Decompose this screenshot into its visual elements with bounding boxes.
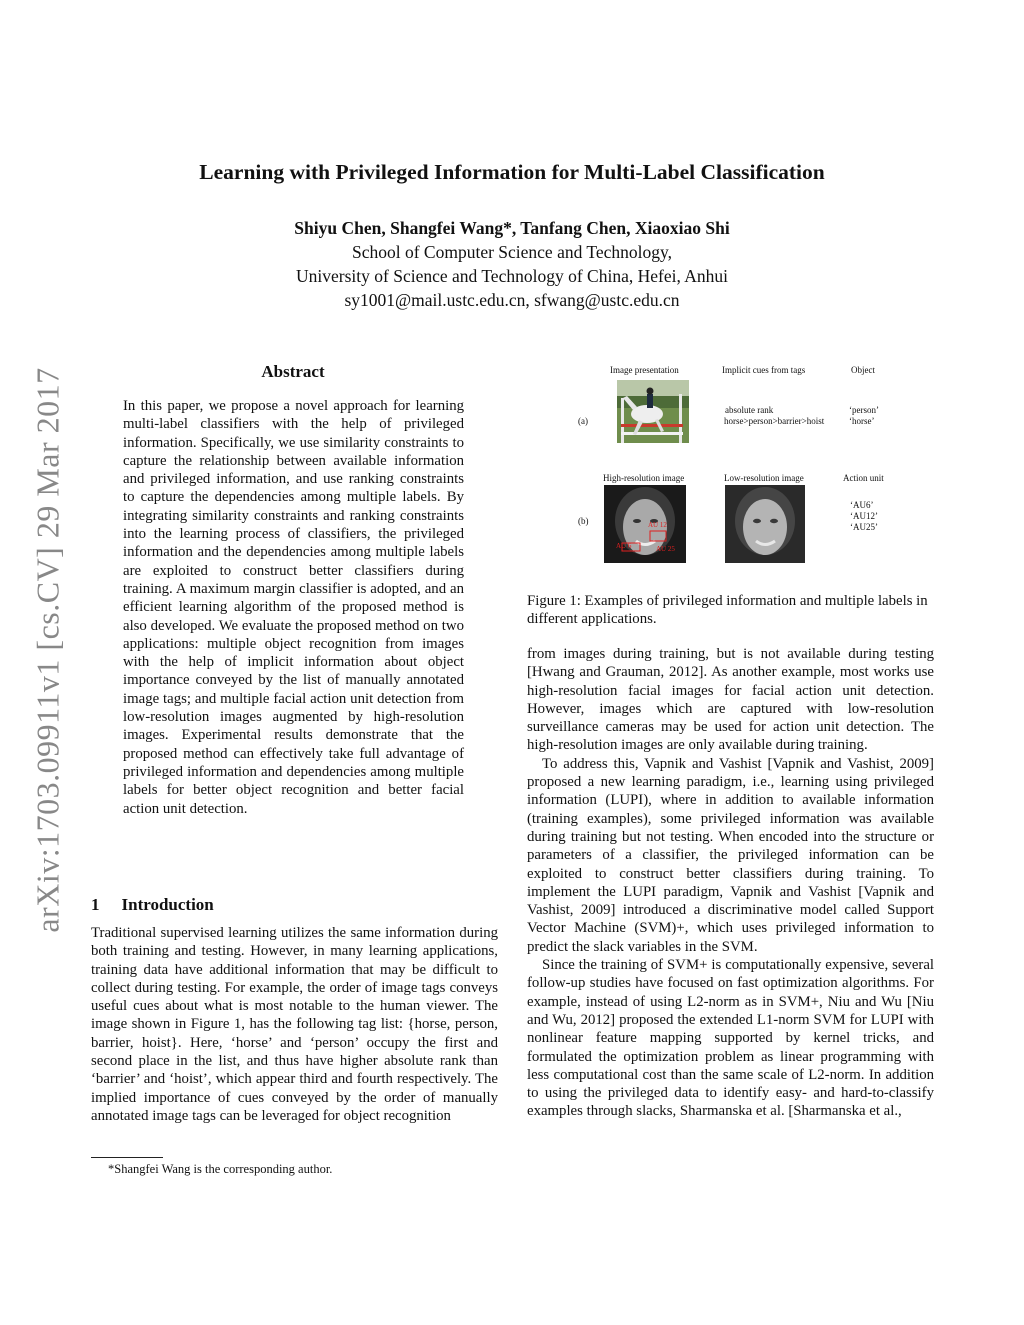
fig-au6: ‘AU6’	[850, 500, 874, 510]
arxiv-watermark: arXiv:1703.09911v1 [cs.CV] 29 Mar 2017	[29, 367, 66, 933]
introduction-text: Traditional supervised learning utilizes the same information during both training and testing. However, in many learning applications, training data have additional information that may be difficult to collect during testing. For example, the order of image tags conveys useful cues about what is most notable to the human viewer. The image shown in Figure 1, has the following tag list: {horse, person, barrier, hoist}. Here, ‘horse’ and ‘person’ occupy the first and second place in the list, and thus have higher absolute rank than ‘barrier’ and ‘hoist’, which appear third and fourth respectively. The implied importance of cues conveyed by the order of manually annotated image tags can be leveraged for object recognition	[91, 925, 498, 1124]
fig-row-a-label: (a)	[578, 416, 588, 426]
fig-object-person: ‘person’	[849, 405, 879, 415]
right-column-text	[527, 645, 934, 1121]
fig-rank-title: absolute rank	[725, 405, 774, 415]
fig-col-image-presentation: Image presentation	[610, 365, 679, 375]
section-heading-introduction	[91, 895, 214, 915]
fig-au25: ‘AU25’	[850, 522, 878, 532]
fig-col-implicit-cues: Implicit cues from tags	[722, 365, 806, 375]
abstract-heading: Abstract	[261, 362, 325, 381]
footnote-rule	[91, 1157, 163, 1158]
affiliation-line-2: University of Science and Technology of China, Hefei, Anhui	[296, 266, 728, 286]
face-overlay-au12: AU 12	[648, 521, 667, 529]
paper-title: Learning with Privileged Information for Multi-Label Classification	[199, 160, 825, 184]
affiliation-line-1: School of Computer Science and Technology,	[351, 242, 673, 262]
horse-jump-photo	[617, 380, 689, 443]
paragraph: from images during training, but is not available during testing [Hwang and Grauman, 2012]. As another example, most works use high-resolution facial images for facial action unit detection. However, images which are captured with low-resolution surveillance cameras may be used for action unit detection. The high-resolution images are only available during training.	[527, 646, 934, 754]
paragraph: Since the training of SVM+ is computationally expensive, several follow-up studies have focused on fast optimization algorithms. For example, instead of using L2-norm as in SVM+, Niu and Wu [Niu and Wu, 2012] proposed the extended L1-norm SVM for LUPI with nonlinear feature mapping supported by kernel tricks, and formulated the optimization problem as linear programming with less computational cost than the same scale of L2-norm. In addition to using the privileged data to identify easy- and hard-to-classify examples through slacks, Sharmanska et al. [Sharmanska et al.,	[527, 957, 934, 1120]
figure-1	[560, 360, 940, 570]
face-overlay-au25: AU 25	[656, 545, 675, 553]
abstract-text: In this paper, we propose a novel approach for learning multi-label classifiers with the help of privileged information. Specifically, we use similarity constraints to capture the relationship between available information and privileged information, and use ranking constraints to capture the dependencies among multiple labels. By integrating similarity constraints and ranking constraints into the learning process of classifiers, the privileged information and the dependencies among multiple labels are exploited to construct better classifiers during training. A maximum margin classifier is adopted, and an efficient learning algorithm of the proposed method is also developed. We evaluate the proposed method on two applications: multiple object recognition from images with the help of implicit information about object importance conveyed by the list of manually annotated image tags; and multiple facial action unit detection from low-resolution images augmented by high-resolution images. Experimental results demonstrate that the proposed method can effectively take full advantage of privileged information and dependencies among multiple labels for better object recognition and better facial action unit detection.	[123, 398, 464, 817]
fig-row-b-label: (b)	[578, 516, 589, 526]
section-title: Introduction	[121, 895, 214, 914]
fig-rank-order: horse>person>barrier>hoist	[724, 416, 825, 426]
paragraph: To address this, Vapnik and Vashist [Vapnik and Vashist, 2009] proposed a new learning paradigm, i.e., learning using privileged information (LUPI), where in addition to available information (training examples), some privileged information was available during training but not testing. When encoded into the structure or parameters of a classifier, the privileged information can be exploited to construct better classifiers during training. To implement the LUPI paradigm, Vapnik and Vashist [Vapnik and Vashist, 2009] introduced a discriminative model called Support Vector Machine (SVM)+, which uses privileged information to predict the slack variables in the SVM.	[527, 755, 934, 955]
low-res-face-photo	[725, 485, 805, 563]
section-number: 1	[91, 895, 100, 914]
face-overlay-au6: AU 6	[616, 542, 632, 550]
fig-object-horse: ‘horse’	[849, 416, 875, 426]
fig-col-low-res: Low-resolution image	[724, 473, 804, 483]
fig-col-object: Object	[851, 365, 875, 375]
author-list: Shiyu Chen, Shangfei Wang*, Tanfang Chen, Xiaoxiao Shi	[294, 218, 730, 238]
author-emails: sy1001@mail.ustc.edu.cn, sfwang@ustc.edu.cn	[344, 290, 680, 310]
fig-col-action-unit: Action unit	[843, 473, 884, 483]
fig-au12: ‘AU12’	[850, 511, 878, 521]
fig-col-high-res: High-resolution image	[603, 473, 685, 483]
high-res-face-photo	[604, 485, 686, 563]
figure-1-caption: Figure 1: Examples of privileged information and multiple labels in different applications.	[527, 593, 928, 628]
footnote: *Shangfei Wang is the corresponding author.	[108, 1162, 333, 1176]
